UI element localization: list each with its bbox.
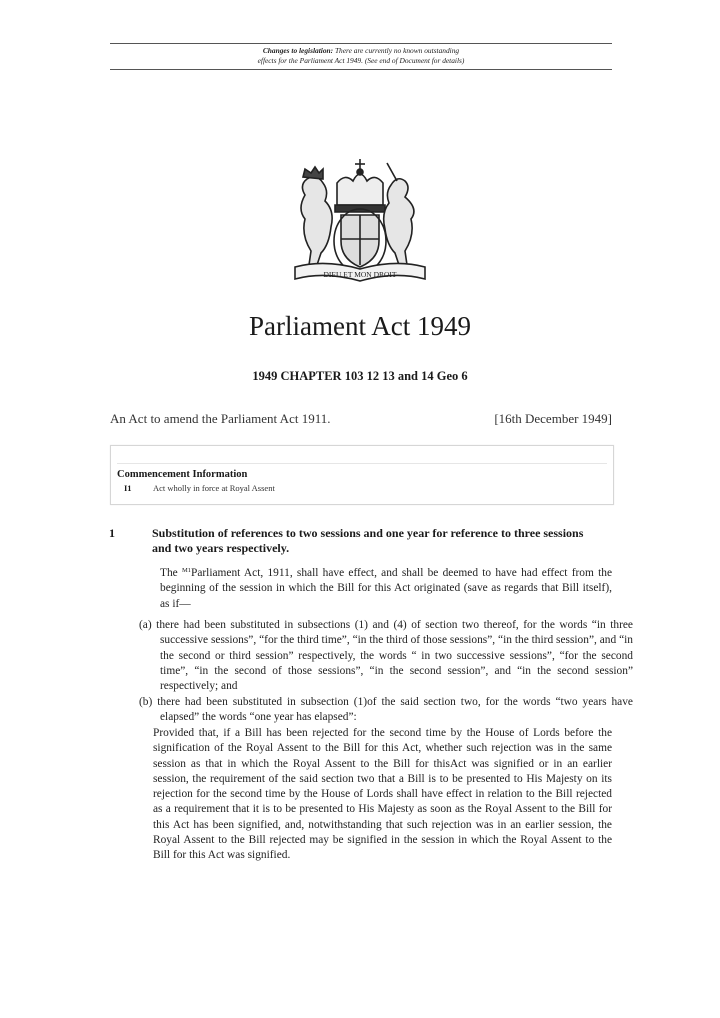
section-heading: Substitution of references to two sessions and one year for reference to three sessions and two years respectively. xyxy=(152,526,584,555)
paragraph-b-label: (b) xyxy=(139,696,153,708)
paragraph-b-text: there had been substituted in subsection (1)of the said section two, for the words “two years have elapsed” the words “one year has elapsed”: xyxy=(157,696,633,724)
section-intro-paragraph xyxy=(160,563,612,612)
changes-to-legislation-banner xyxy=(110,43,612,70)
banner-line-1 xyxy=(110,46,612,56)
banner-label: Changes to legislation: xyxy=(262,46,334,55)
intro-prefix: The xyxy=(160,567,182,579)
banner-line-1-text: There are currently no known outstanding xyxy=(333,46,460,55)
section-number: 1 xyxy=(109,526,115,540)
long-title: An Act to amend the Parliament Act 1911. xyxy=(110,411,331,426)
royal-coat-of-arms-icon xyxy=(285,155,435,287)
annotation-id[interactable]: I1 xyxy=(124,483,132,493)
marginal-note-marker[interactable]: M1 xyxy=(181,567,191,574)
chapter-citation: 1949 CHAPTER 103 12 13 and 14 Geo 6 xyxy=(252,369,468,383)
intro-text: Parliament Act, 1911, shall have effect, and shall be deemed to have had effect from the beginning of the session in which the Bill for this Act originated (save as regards that Bill itself), as if— xyxy=(160,567,612,610)
commencement-information-box xyxy=(110,445,614,505)
banner-line-2: effects for the Parliament Act 1949. (See end of Document for details) xyxy=(257,56,465,65)
crest-motto: DIEU ET MON DROIT xyxy=(323,270,397,279)
annotation-text: Act wholly in force at Royal Assent xyxy=(153,483,275,493)
commencement-heading: Commencement Information xyxy=(117,469,248,480)
royal-assent-date: [16th December 1949] xyxy=(494,411,612,426)
paragraph-a xyxy=(139,618,633,694)
proviso-paragraph: Provided that, if a Bill has been rejected for the second time by the House of Lords before the signification of the Royal Assent to the Bill for this Act, whether such rejection was in the same session as that in which the Royal Assent to the Bill for thisAct was signified or in an earlier session, the requirement of the said section two that a Bill is to be presented to His Majesty on its rejection for the second time by the House of Lords shall have effect in relation to the Bill rejected as a requirement that it is to be presented to His Majesty as soon as the Royal Assent to the Bill for this Act has been signified, and, notwithstanding that such rejection was in an earlier session, the Royal Assent to the Bill rejected may be signified in the session in which the Royal Assent to the Bill for this Act was signified. xyxy=(153,727,612,862)
paragraph-a-label: (a) xyxy=(139,619,152,631)
box-divider xyxy=(117,463,607,464)
paragraph-a-text: there had been substituted in subsections (1) and (4) of section two thereof, for the words “in three successive sessions”, “for the third time”, “in the third of those sessions”, “in the third session”, and “in the second or third session” respectively, the words “ in two successive sessions”, “for the second time”, “in the second of those sessions”, “in the second session”, and “in the second session” respectively; and xyxy=(156,619,633,693)
paragraph-b xyxy=(139,695,633,726)
act-title: Parliament Act 1949 xyxy=(249,311,471,341)
